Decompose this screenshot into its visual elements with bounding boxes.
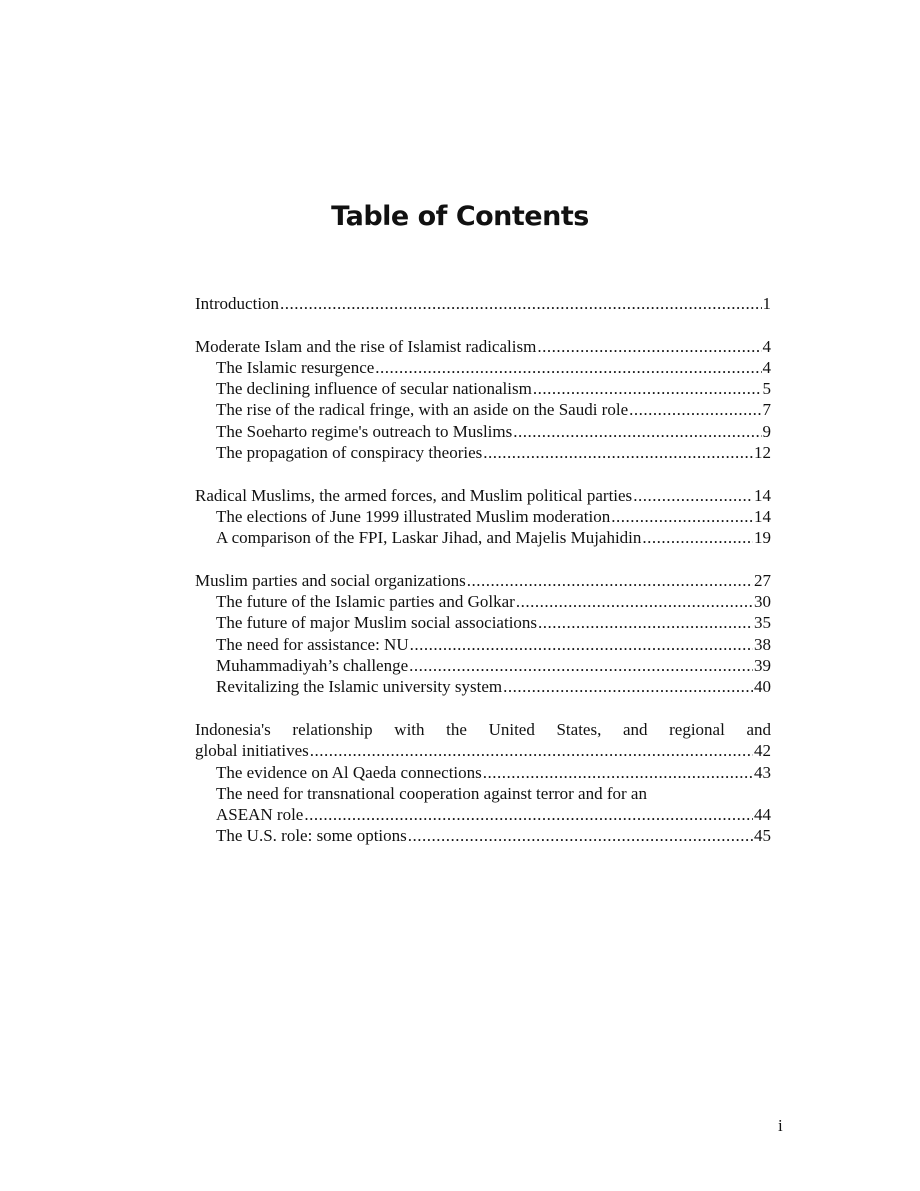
toc-subentry[interactable]: [195, 591, 771, 612]
dot-leader: [513, 421, 761, 442]
toc-subentry[interactable]: [195, 527, 771, 548]
toc-subentry-label: Muhammadiyah’s challenge: [216, 656, 409, 676]
toc-section: [195, 570, 771, 698]
dot-leader: [611, 506, 753, 527]
toc-word: the: [446, 719, 467, 739]
toc-entry-page: 14: [754, 485, 771, 505]
toc-entry-label: global initiatives: [195, 741, 309, 761]
page-title: Table of Contents: [331, 201, 589, 232]
toc-subentry-page: 40: [754, 677, 771, 697]
dot-leader: [410, 634, 753, 655]
toc-subentry[interactable]: [195, 421, 771, 442]
dot-leader: [375, 357, 761, 378]
toc-subentry-label: A comparison of the FPI, Laskar Jihad, and Majelis Mujahidin: [216, 528, 642, 548]
toc-subentry-wrapped-line[interactable]: [195, 783, 771, 804]
toc-subentry-label: The Islamic resurgence: [216, 357, 375, 377]
toc-entry[interactable]: [195, 485, 771, 506]
toc-subentry-page: 30: [754, 592, 771, 612]
toc-subentry-label: Revitalizing the Islamic university system: [216, 677, 503, 697]
dot-leader: [483, 442, 753, 463]
toc-subentry-page: 7: [762, 400, 771, 420]
dot-leader: [629, 399, 761, 420]
dot-leader: [483, 762, 753, 783]
toc-entry-label: Muslim parties and social organizations: [195, 570, 466, 590]
dot-leader: [304, 804, 753, 825]
toc-subentry-label: The need for assistance: NU: [216, 634, 409, 654]
toc-subentry-label: The evidence on Al Qaeda connections: [216, 762, 482, 782]
toc-subentry-page: 5: [762, 379, 771, 399]
toc-subentry-page: 14: [754, 506, 771, 526]
toc-subentry-page: 44: [754, 805, 771, 825]
toc-subentry-page: 45: [754, 826, 771, 846]
toc-entry-label: Introduction: [195, 294, 280, 313]
toc-subentry-page: 38: [754, 634, 771, 654]
toc-subentry-label: The Soeharto regime's outreach to Muslims: [216, 421, 513, 441]
dot-leader: [310, 740, 753, 761]
toc-subentry-label: The declining influence of secular nationalism: [216, 379, 532, 399]
dot-leader: [409, 655, 753, 676]
toc-subentry-label: ASEAN role: [216, 805, 304, 825]
toc-entry-page: 4: [762, 336, 771, 356]
toc-subentry-label: The rise of the radical fringe, with an aside on the Saudi role: [216, 400, 629, 420]
toc-entry-page: 42: [754, 741, 771, 761]
toc-subentry-page: 35: [754, 613, 771, 633]
toc-entry-page: 27: [754, 570, 771, 590]
dot-leader: [467, 570, 753, 591]
toc-subentry[interactable]: [195, 676, 771, 697]
toc-word: with: [394, 719, 425, 739]
toc-entry-wrapped-line[interactable]: [195, 719, 771, 740]
dot-leader: [538, 612, 753, 633]
dot-leader: [516, 591, 753, 612]
toc-subentry[interactable]: [195, 804, 771, 825]
toc-entry-label: Radical Muslims, the armed forces, and Muslim political parties: [195, 485, 633, 505]
dot-leader: [642, 527, 753, 548]
toc-subentry-label: The need for transnational cooperation against terror and for an: [216, 783, 647, 803]
toc-subentry-label: The elections of June 1999 illustrated Muslim moderation: [216, 506, 611, 526]
toc-subentry[interactable]: [195, 612, 771, 633]
toc-subentry[interactable]: [195, 399, 771, 420]
toc-section: [195, 293, 771, 314]
toc-word: Indonesia's: [195, 719, 271, 739]
toc-subentry-label: The propagation of conspiracy theories: [216, 443, 483, 463]
toc-subentry[interactable]: [195, 357, 771, 378]
toc-section: [195, 485, 771, 549]
toc-subentry[interactable]: [195, 442, 771, 463]
toc-subentry[interactable]: [195, 825, 771, 846]
toc-subentry[interactable]: [195, 506, 771, 527]
table-of-contents: [195, 293, 771, 868]
toc-subentry-page: 19: [754, 528, 771, 548]
toc-entry[interactable]: [195, 293, 771, 314]
dot-leader: [533, 378, 762, 399]
toc-subentry-label: The future of major Muslim social associations: [216, 613, 538, 633]
toc-subentry-page: 9: [762, 421, 771, 441]
page-number: i: [778, 1116, 783, 1135]
dot-leader: [537, 336, 761, 357]
toc-subentry-page: 39: [754, 656, 771, 676]
toc-word: United: [488, 719, 535, 739]
toc-entry[interactable]: [195, 570, 771, 591]
toc-word: States,: [556, 719, 602, 739]
toc-entry-label: Moderate Islam and the rise of Islamist radicalism: [195, 336, 537, 356]
toc-word: and: [746, 719, 771, 739]
dot-leader: [280, 293, 761, 314]
dot-leader: [633, 485, 753, 506]
toc-word: relationship: [292, 719, 373, 739]
toc-subentry-page: 12: [754, 443, 771, 463]
toc-subentry[interactable]: [195, 634, 771, 655]
toc-word: regional: [669, 719, 725, 739]
toc-subentry-page: 4: [762, 357, 771, 377]
toc-section: [195, 336, 771, 464]
dot-leader: [503, 676, 753, 697]
dot-leader: [408, 825, 753, 846]
toc-subentry-label: The U.S. role: some options: [216, 826, 407, 846]
toc-subentry[interactable]: [195, 655, 771, 676]
toc-entry[interactable]: [195, 336, 771, 357]
toc-entry-page: 1: [762, 294, 771, 313]
toc-subentry[interactable]: [195, 378, 771, 399]
toc-subentry[interactable]: [195, 762, 771, 783]
toc-subentry-label: The future of the Islamic parties and Golkar: [216, 592, 515, 612]
toc-section: [195, 719, 771, 847]
toc-entry[interactable]: [195, 740, 771, 761]
toc-word: and: [622, 719, 648, 739]
toc-subentry-page: 43: [754, 762, 771, 782]
